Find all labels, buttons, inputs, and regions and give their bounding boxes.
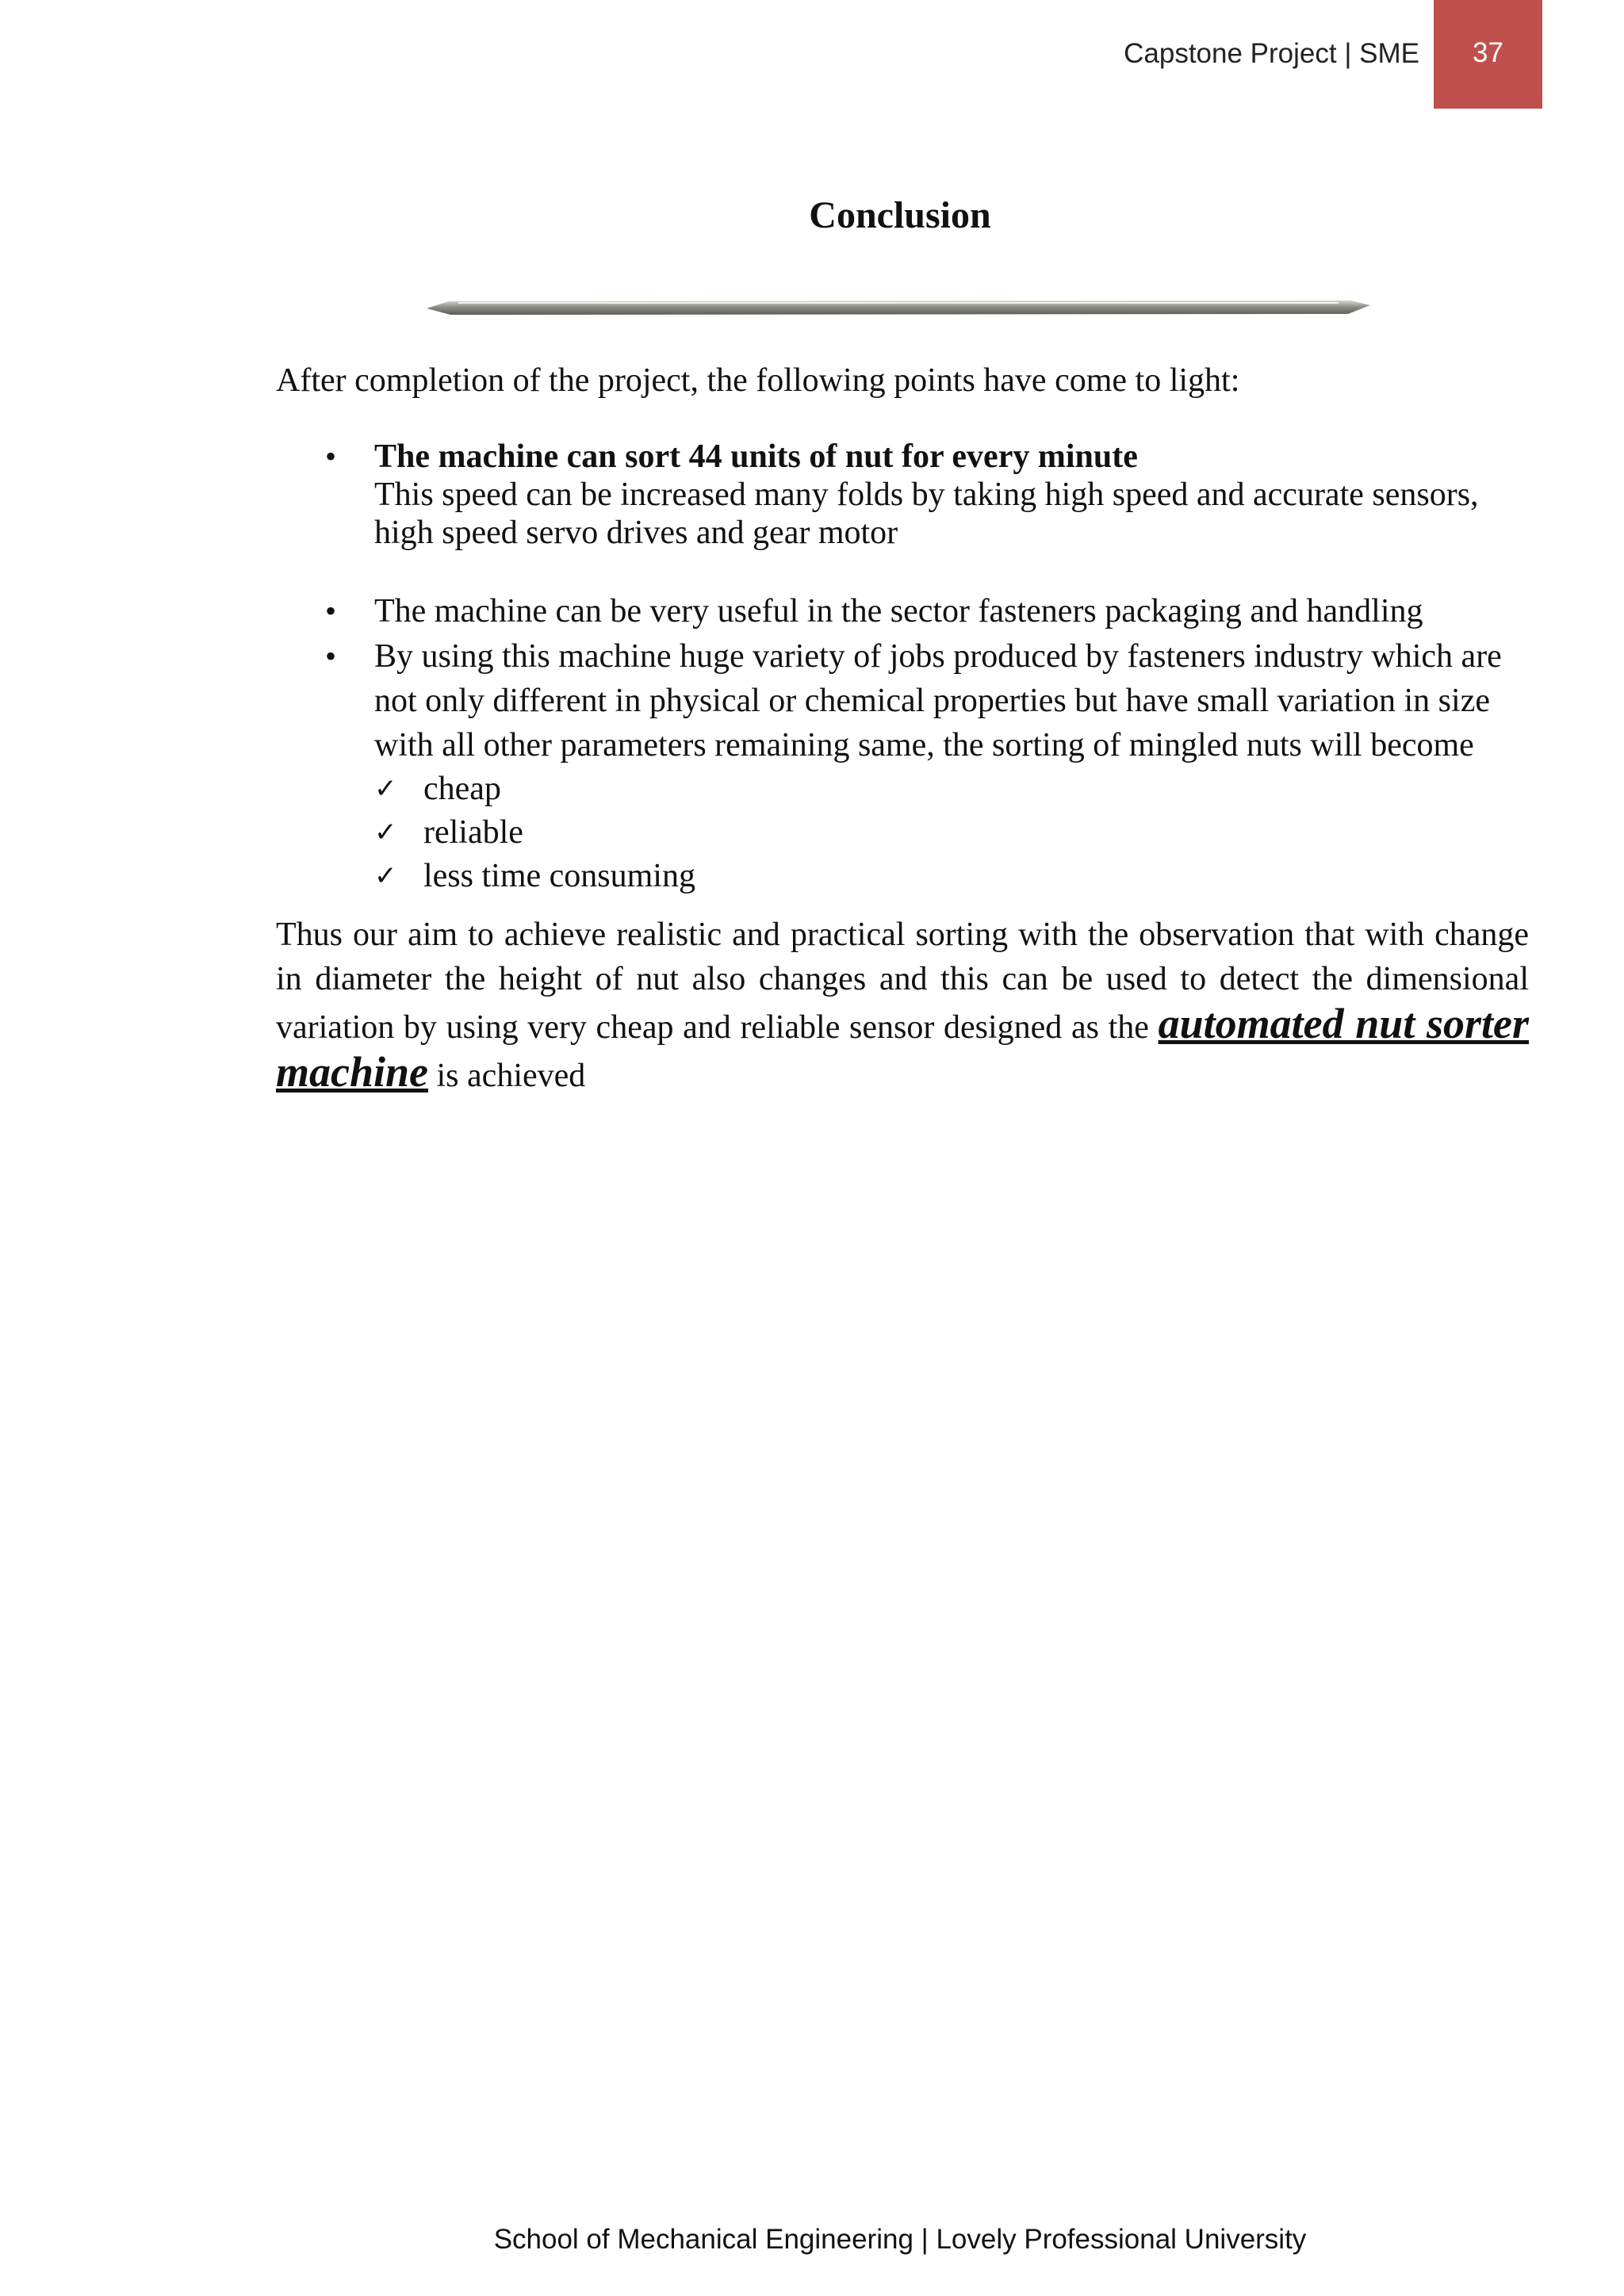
checkmark-list <box>374 767 1529 898</box>
conclusion-body <box>276 357 1529 1098</box>
page-number-badge <box>1434 0 1542 109</box>
divider-bar <box>427 295 1370 319</box>
check-text: cheap <box>423 771 501 807</box>
running-title: Capstone Project | SME <box>1124 38 1419 69</box>
bullet-icon: • <box>325 638 337 674</box>
check-text: less time consuming <box>423 858 695 894</box>
bullet-text: This speed can be increased many folds by taking high speed and accurate sensors, high speed servo drives and gear motor <box>374 476 1479 551</box>
check-text: reliable <box>423 814 523 851</box>
bullet-heading: The machine can sort 44 units of nut for every minute <box>374 438 1138 475</box>
check-item <box>374 811 1529 855</box>
page-header <box>0 0 1624 109</box>
machine-name-emphasis: automated nut sorter machine <box>276 1000 1530 1096</box>
bullet-text: The machine can be very useful in the sector fasteners packaging and handling <box>374 593 1423 629</box>
bullet-icon: • <box>325 438 337 474</box>
checkmark-icon: ✓ <box>374 773 397 805</box>
page-number: 37 <box>1473 36 1503 68</box>
bullet-icon: • <box>325 593 337 629</box>
closing-text: Thus our aim to achieve realistic and practical sorting with the observation that with change in diameter the height of nut also changes and this can be used to detect the dimensional variation by using very cheap and reliable sensor designed as the <box>276 916 1529 1046</box>
intro-paragraph: After completion of the project, the following points have come to light: <box>276 362 1240 399</box>
checkmark-icon: ✓ <box>374 817 397 848</box>
list-item <box>276 634 1529 898</box>
section-title: Conclusion <box>809 194 991 236</box>
bullet-text: By using this machine huge variety of jobs produced by fasteners industry which are not only different in physical or chemical properties but have small variation in size with all other parameters remaining same, the sorting of mingled nuts will become <box>374 638 1502 763</box>
list-item <box>276 438 1529 552</box>
list-item <box>276 588 1529 634</box>
closing-paragraph <box>276 913 1529 1098</box>
page-footer: School of Mechanical Engineering | Lovely Professional University <box>493 2224 1307 2255</box>
check-item <box>374 767 1529 811</box>
closing-suffix: is achieved <box>436 1058 586 1094</box>
checkmark-icon: ✓ <box>374 860 397 892</box>
check-item <box>374 855 1529 898</box>
findings-list <box>276 438 1529 898</box>
